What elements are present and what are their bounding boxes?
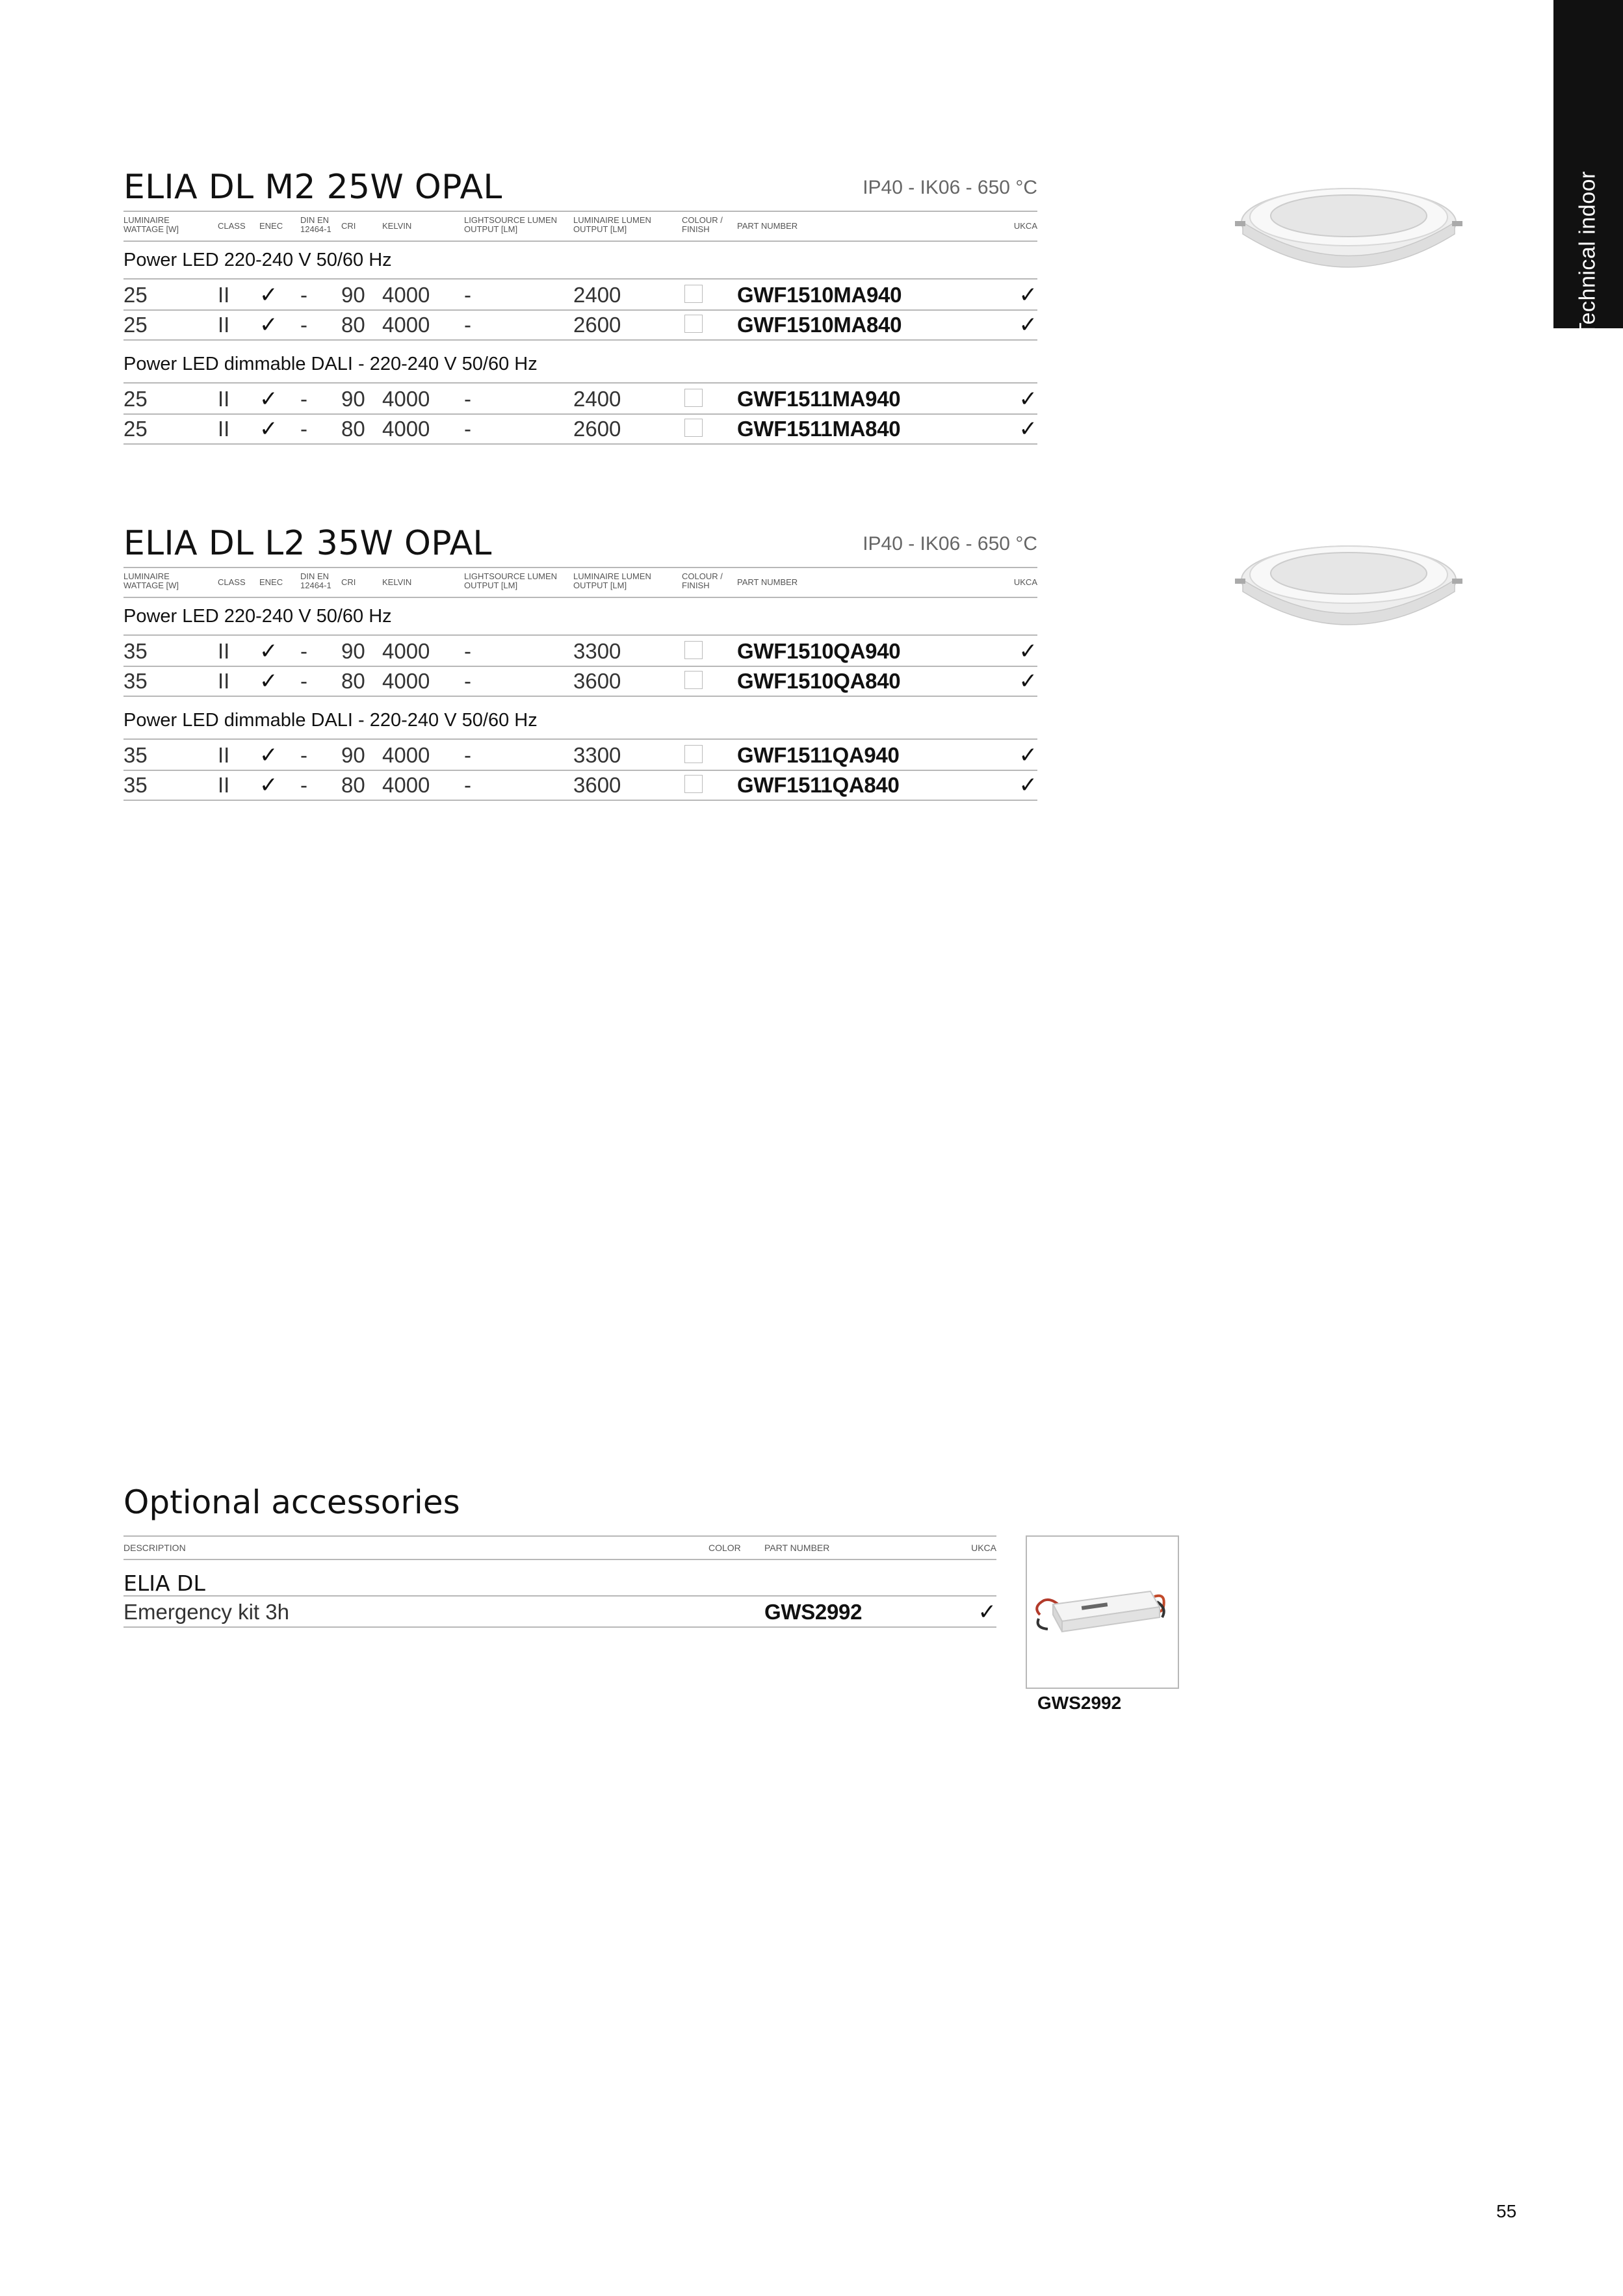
downlight-l2-image (1235, 533, 1462, 644)
table-row: Emergency kit 3h GWS2992 ✓ (123, 1597, 996, 1628)
group-label: Power LED 220-240 V 50/60 Hz (123, 250, 392, 270)
colour-swatch (684, 671, 703, 689)
part-number: GWF1511QA840 (737, 773, 900, 797)
section-title: ELIA DL M2 25W OPAL (123, 168, 502, 207)
table-row: 25 II ✓ - 80 4000 - 2600 GWF1510MA840 ✓ (123, 309, 1037, 341)
part-number: GWF1510MA940 (737, 283, 902, 307)
table-header: LUMINAIRE WATTAGE [W] CLASS ENEC DIN EN 12464-1 CRI KELVIN LIGHTSOURCE LUMEN OUTPUT [LM] LUMINAIRE LUMEN OUTPUT [LM] COLOUR / FINISH PART NUMBER UKCA (123, 567, 1037, 598)
accessories-title: Optional accessories (123, 1483, 460, 1521)
part-number: GWF1511MA940 (737, 387, 901, 411)
table-row: 25 II ✓ - 80 4000 - 2600 GWF1511MA840 ✓ (123, 413, 1037, 445)
table-row: 35 II ✓ - 80 4000 - 3600 GWF1511QA840 ✓ (123, 770, 1037, 801)
table-row: 25 II ✓ - 90 4000 - 2400 GWF1511MA940 ✓ (123, 382, 1037, 415)
group-label: Power LED dimmable DALI - 220-240 V 50/60 Hz (123, 354, 538, 374)
table-header: LUMINAIRE WATTAGE [W] CLASS ENEC DIN EN 12464-1 CRI KELVIN LIGHTSOURCE LUMEN OUTPUT [LM] LUMINAIRE LUMEN OUTPUT [LM] COLOUR / FINISH PART NUMBER UKCA (123, 211, 1037, 242)
page-number: 55 (1496, 2201, 1517, 2221)
accessories-header: DESCRIPTION COLOR PART NUMBER UKCA (123, 1535, 996, 1560)
part-number: GWF1510MA840 (737, 313, 902, 337)
colour-swatch (684, 389, 703, 407)
downlight-m2-image (1235, 176, 1462, 286)
part-number: GWF1510QA840 (737, 669, 901, 693)
side-tab (1553, 0, 1623, 336)
section-spec: IP40 - IK06 - 650 °C (863, 533, 1037, 554)
colour-swatch (684, 775, 703, 793)
product-section-l2 (123, 524, 1037, 803)
part-number: GWF1511MA840 (737, 417, 901, 441)
product-section-m2 (123, 168, 1037, 447)
part-number: GWF1510QA940 (737, 639, 901, 663)
emergency-kit-image (1027, 1537, 1178, 1688)
group-label: Power LED 220-240 V 50/60 Hz (123, 606, 392, 627)
colour-swatch (684, 641, 703, 659)
table-row: 35 II ✓ - 90 4000 - 3300 GWF1510QA940 ✓ (123, 634, 1037, 667)
accessory-caption: GWS2992 (1037, 1693, 1122, 1713)
table-row: 35 II ✓ - 80 4000 - 3600 GWF1510QA840 ✓ (123, 666, 1037, 697)
accessories-table (123, 1535, 996, 1628)
part-number: GWS2992 (764, 1600, 863, 1624)
table-row: 35 II ✓ - 90 4000 - 3300 GWF1511QA940 ✓ (123, 738, 1037, 771)
accessory-image-frame (1026, 1535, 1179, 1689)
colour-swatch (684, 745, 703, 763)
colour-swatch (684, 419, 703, 437)
section-title: ELIA DL L2 35W OPAL (123, 524, 492, 563)
section-spec: IP40 - IK06 - 650 °C (863, 177, 1037, 198)
colour-swatch (684, 285, 703, 303)
side-tab-label: Technical indoor (1575, 171, 1600, 336)
table-row: 25 II ✓ - 90 4000 - 2400 GWF1510MA940 ✓ (123, 278, 1037, 311)
part-number: GWF1511QA940 (737, 743, 900, 767)
colour-swatch (684, 315, 703, 333)
group-label: Power LED dimmable DALI - 220-240 V 50/60 Hz (123, 710, 538, 731)
accessories-group: ELIA DL (123, 1559, 996, 1597)
